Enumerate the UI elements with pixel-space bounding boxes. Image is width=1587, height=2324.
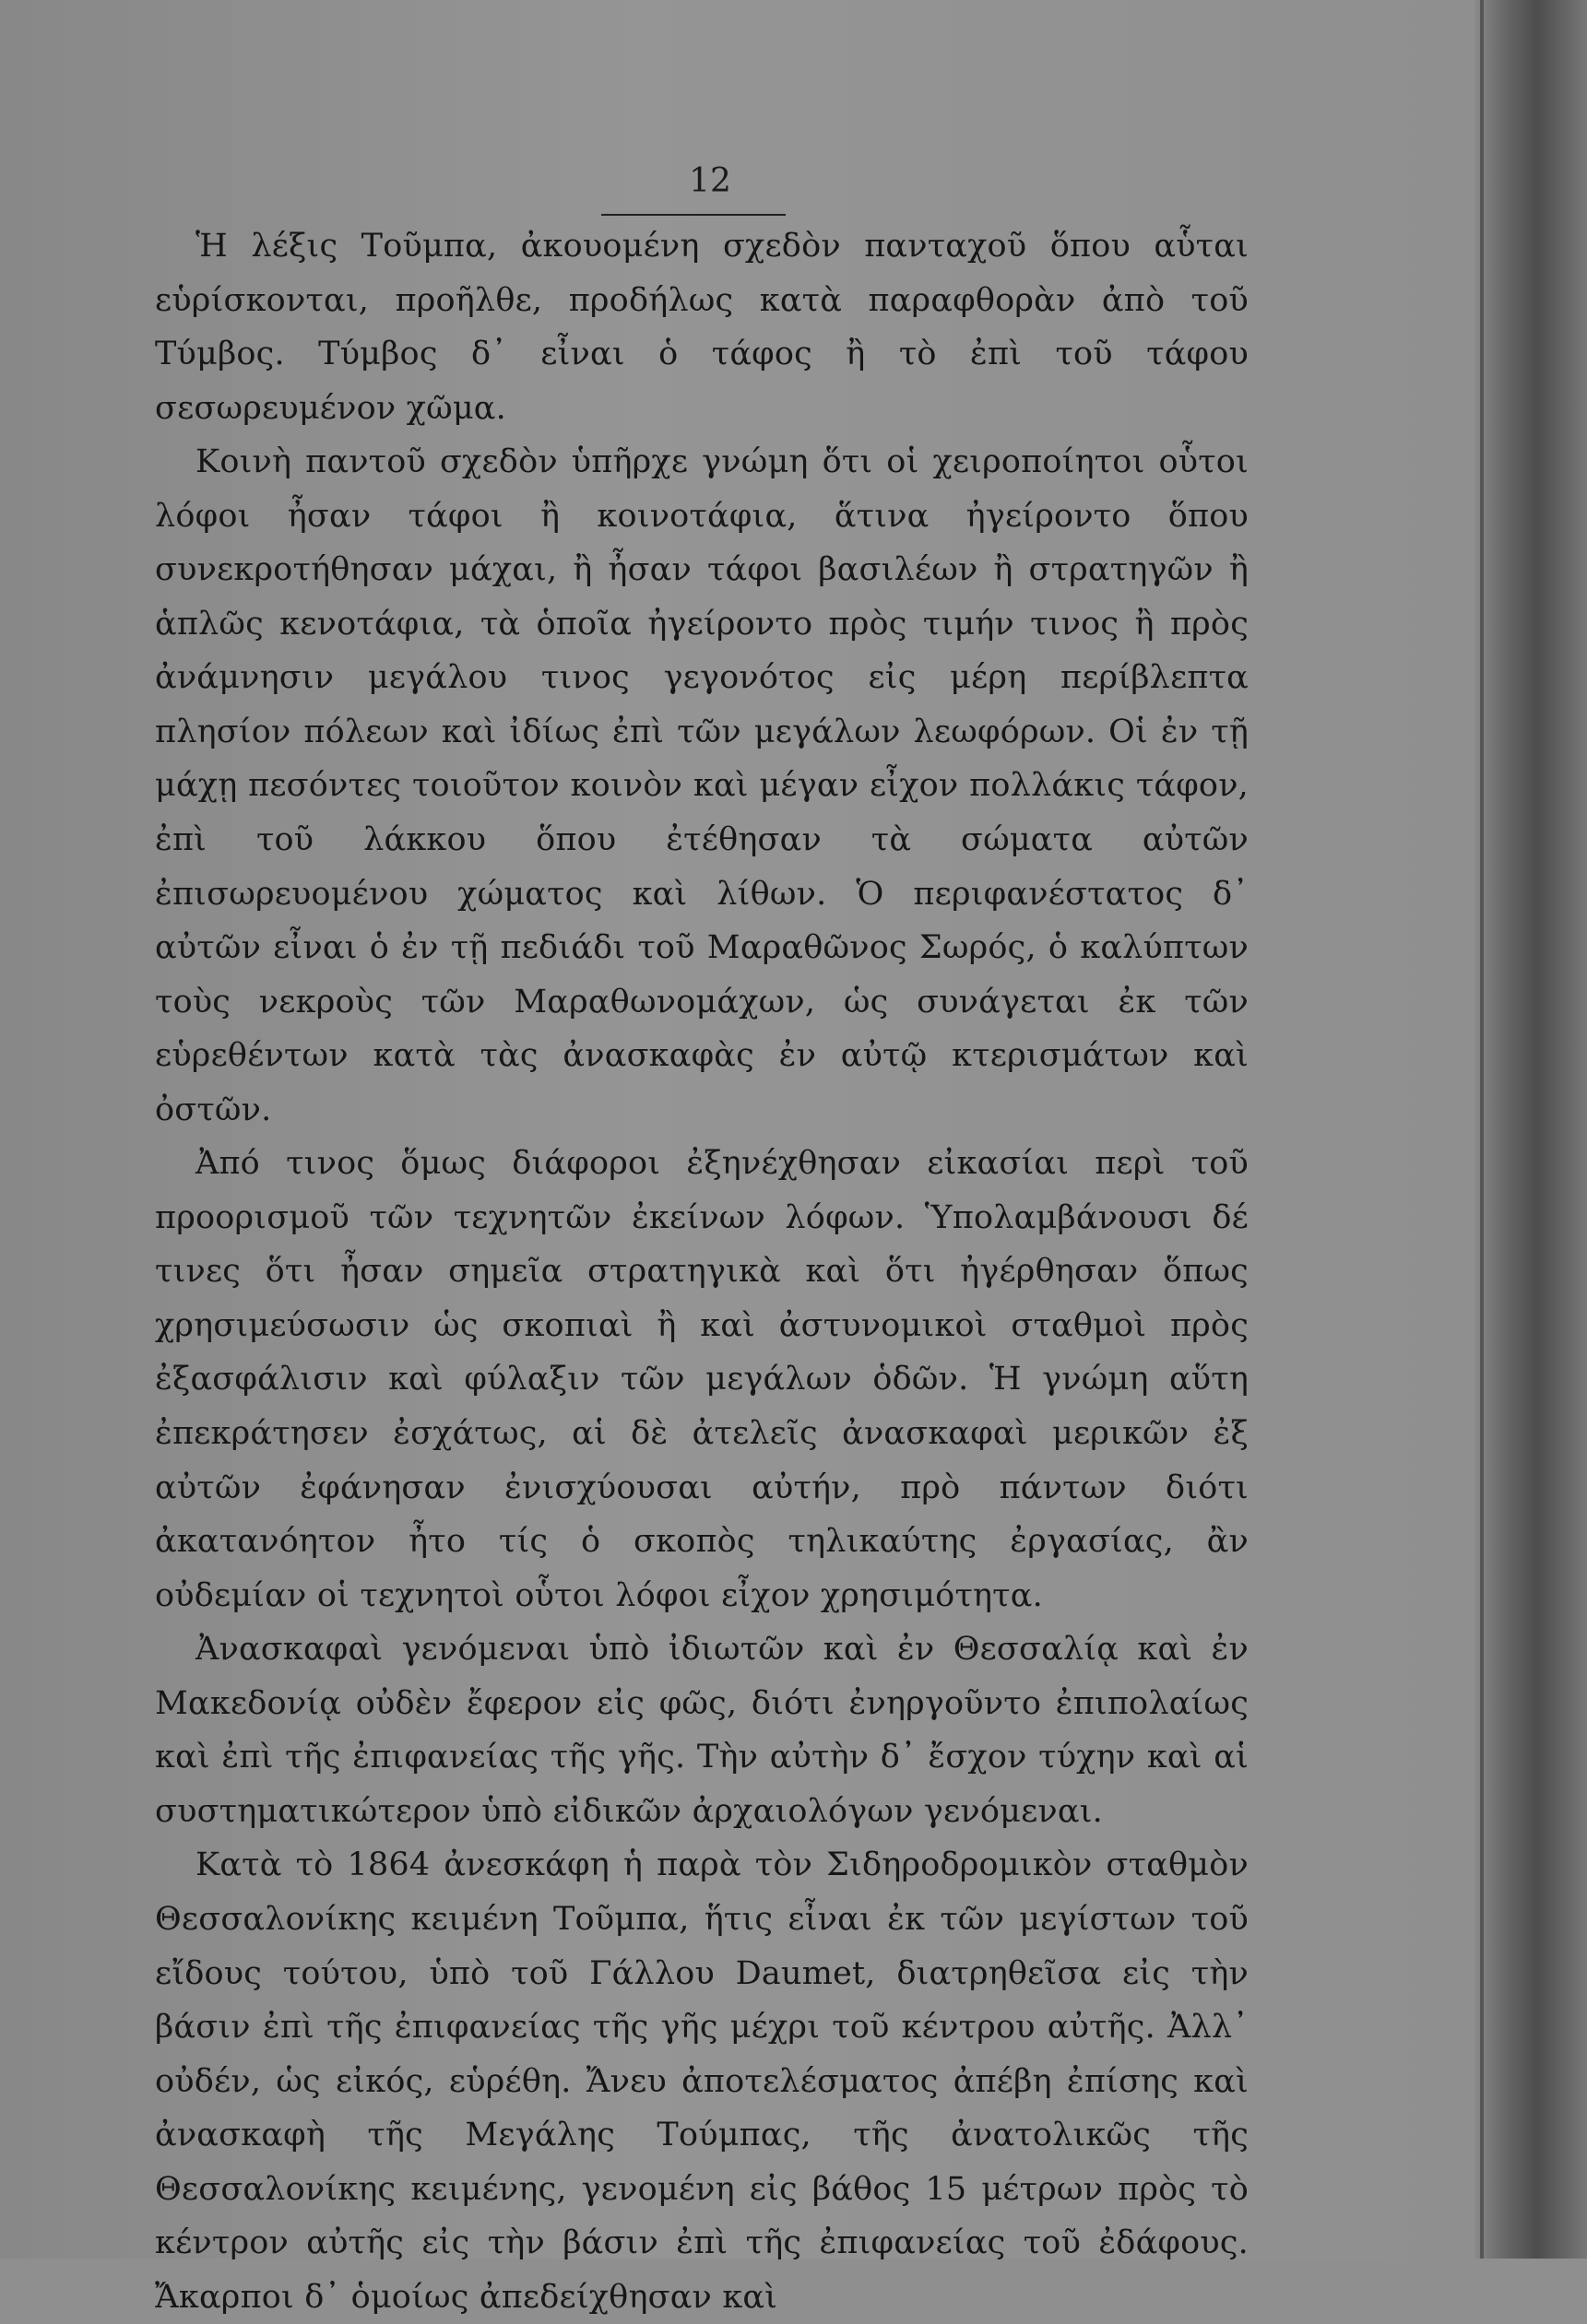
text-body [155, 219, 1249, 2324]
paragraph-4: Ἀνασκαφαὶ γενόμεναι ὑπὸ ἰδιωτῶν καὶ ἐν Θεσσαλίᾳ καὶ ἐν Μακεδονίᾳ οὐδὲν ἔφερον εἰς φῶς, διότι ἐνηργοῦντο ἐπιπολαίως καὶ ἐπὶ τῆς ἐπιφανείας τῆς γῆς. Τὴν αὐτὴν δ᾽ ἔσχον τύχην καὶ αἱ συστηματικώτερον ὑπὸ εἰδικῶν ἀρχαιολόγων γενόμεναι. [155, 1631, 1249, 1830]
paragraph-1: Ἡ λέξις Τοῦμπα, ἀκουομένη σχεδὸν πανταχοῦ ὅπου αὗται εὑρίσκονται, προῆλθε, προδήλως κατὰ παραφθορὰν ἀπὸ τοῦ Τύμβος. Τύμβος δ᾽ εἶναι ὁ τάφος ἢ τὸ ἐπὶ τοῦ τάφου σεσωρευμένον χῶμα. [155, 228, 1249, 427]
paragraph-2: Κοινὴ παντοῦ σχεδὸν ὑπῆρχε γνώμη ὅτι οἱ χειροποίητοι οὗτοι λόφοι ἦσαν τάφοι ἢ κοινοτάφια, ἅτινα ἠγείροντο ὅπου συνεκροτήθησαν μάχαι, ἢ ἦσαν τάφοι βασιλέων ἢ στρατηγῶν ἢ ἁπλῶς κενοτάφια, τὰ ὁποῖα ἠγείροντο πρὸς τιμήν τινος ἢ πρὸς ἀνάμνησιν μεγάλου τινος γεγονότος εἰς μέρη περίβλεπτα πλησίον πόλεων καὶ ἰδίως ἐπὶ τῶν μεγάλων λεωφόρων. Οἱ ἐν τῇ μάχῃ πεσόντες τοιοῦτον κοινὸν καὶ μέγαν εἶχον πολλάκις τάφον, ἐπὶ τοῦ λάκκου ὅπου ἐτέθησαν τὰ σώματα αὐτῶν ἐπισωρευομένου χώματος καὶ λίθων. Ὁ περιφανέστατος δ᾽ αὐτῶν εἶναι ὁ ἐν τῇ πεδιάδι τοῦ Μαραθῶνος Σωρός, ὁ καλύπτων τοὺς νεκροὺς τῶν Μαραθωνομάχων, ὡς συνάγεται ἐκ τῶν εὑρεθέντων κατὰ τὰς ἀνασκαφὰς ἐν αὐτῷ κτερισμάτων καὶ ὀστῶν. [155, 443, 1249, 1128]
paragraph-3: Ἀπό τινος ὅμως διάφοροι ἐξηνέχθησαν εἰκασίαι περὶ τοῦ προορισμοῦ τῶν τεχνητῶν ἐκείνων λόφων. Ὑπολαμβάνουσι δέ τινες ὅτι ἦσαν σημεῖα στρατηγικὰ καὶ ὅτι ἠγέρθησαν ὅπως χρησιμεύσωσιν ὡς σκοπιαὶ ἢ καὶ ἀστυνομικοὶ σταθμοὶ πρὸς ἐξασφάλισιν καὶ φύλαξιν τῶν μεγάλων ὁδῶν. Ἡ γνώμη αὕτη ἐπεκράτησεν ἐσχάτως, αἱ δὲ ἀτελεῖς ἀνασκαφαὶ μερικῶν ἐξ αὐτῶν ἐφάνησαν ἐνισχύουσαι αὐτήν, πρὸ πάντων διότι ἀκατανόητον ἦτο τίς ὁ σκοπὸς τηλικαύτης ἐργασίας, ἂν οὐδεμίαν οἱ τεχνητοὶ οὗτοι λόφοι εἶχον χρησιμότητα. [155, 1145, 1249, 1614]
page-number-rule [601, 214, 786, 216]
binding-edge-shadow [1474, 0, 1587, 2259]
binding-edge-line [1480, 0, 1484, 2259]
paragraph-5: Κατὰ τὸ 1864 ἀνεσκάφη ἡ παρὰ τὸν Σιδηροδρομικὸν σταθμὸν Θεσσαλονίκης κειμένη Τοῦμπα, ἥτις εἶναι ἐκ τῶν μεγίστων τοῦ εἴδους τούτου, ὑπὸ τοῦ Γάλλου Daumet, διατρηθεῖσα εἰς τὴν βάσιν ἐπὶ τῆς ἐπιφανείας τῆς γῆς μέχρι τοῦ κέντρου αὐτῆς. Ἀλλ᾽ οὐδέν, ὡς εἰκός, εὑρέθη. Ἄνευ ἀποτελέσματος ἀπέβη ἐπίσης καὶ ἀνασκαφὴ τῆς Μεγάλης Τούμπας, τῆς ἀνατολικῶς τῆς Θεσσαλονίκης κειμένης, γενομένη εἰς βάθος 15 μέτρων πρὸς τὸ κέντρον αὐτῆς εἰς τὴν βάσιν ἐπὶ τῆς ἐπιφανείας τοῦ ἐδάφους. Ἄκαρποι δ᾽ ὁμοίως ἀπεδείχθησαν καὶ [155, 1846, 1249, 2316]
page-number: 12 [689, 162, 731, 200]
